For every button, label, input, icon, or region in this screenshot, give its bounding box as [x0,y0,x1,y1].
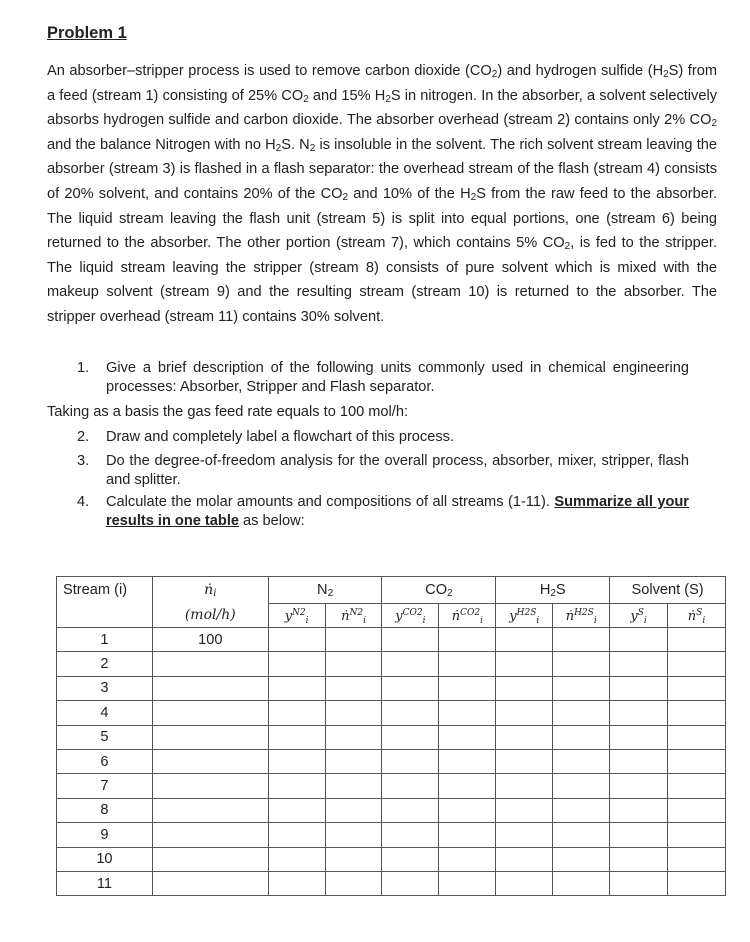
empty-cell [496,652,553,676]
empty-cell [268,774,325,798]
table-body [57,628,726,896]
empty-cell [610,628,668,652]
empty-cell [382,749,439,773]
empty-cell [553,652,610,676]
empty-cell [610,774,668,798]
empty-cell [610,652,668,676]
empty-cell [439,749,496,773]
empty-cell [268,628,325,652]
empty-cell [668,871,726,895]
flow-header-unit: (mol/h) [152,604,268,628]
empty-cell [268,847,325,871]
n-h2s-header: ṅ$^{H2S}_i$ [553,604,610,628]
n-solvent-header: ṅ$^S_i$ [668,604,726,628]
empty-cell [610,701,668,725]
empty-cell [325,701,382,725]
empty-cell [496,628,553,652]
empty-cell [268,725,325,749]
empty-cell [382,798,439,822]
table-row [57,701,726,725]
problem-title: Problem 1 [47,24,127,42]
table-row [57,628,726,652]
flow-value [152,676,268,700]
table-row [57,652,726,676]
empty-cell [553,823,610,847]
empty-cell [382,823,439,847]
empty-cell [439,628,496,652]
empty-cell [439,725,496,749]
empty-cell [382,676,439,700]
empty-cell [382,847,439,871]
empty-cell [668,774,726,798]
empty-cell [325,749,382,773]
empty-cell [610,871,668,895]
empty-cell [382,774,439,798]
table-row [57,823,726,847]
stream-number: 11 [57,871,153,895]
stream-header: Stream (i) [57,577,153,628]
empty-cell [553,725,610,749]
empty-cell [439,652,496,676]
empty-cell [325,725,382,749]
empty-cell [496,798,553,822]
empty-cell [325,823,382,847]
table-row [57,676,726,700]
empty-cell [325,798,382,822]
empty-cell [553,749,610,773]
empty-cell [268,823,325,847]
empty-cell [553,847,610,871]
empty-cell [496,823,553,847]
empty-cell [610,676,668,700]
flow-value [152,749,268,773]
empty-cell [382,725,439,749]
empty-cell [553,774,610,798]
empty-cell [439,871,496,895]
empty-cell [382,701,439,725]
empty-cell [610,749,668,773]
empty-cell [439,798,496,822]
table-row [57,798,726,822]
stream-number: 8 [57,798,153,822]
empty-cell [268,701,325,725]
flow-value [152,725,268,749]
empty-cell [668,701,726,725]
empty-cell [553,871,610,895]
flow-value [152,847,268,871]
table-row [57,725,726,749]
empty-cell [610,823,668,847]
empty-cell [668,847,726,871]
co2-header: $CO_2$ [382,577,496,604]
empty-cell [268,676,325,700]
empty-cell [439,701,496,725]
stream-number: 1 [57,628,153,652]
empty-cell [496,871,553,895]
empty-cell [325,676,382,700]
empty-cell [496,749,553,773]
table-row [57,749,726,773]
stream-number: 6 [57,749,153,773]
stream-number: 2 [57,652,153,676]
empty-cell [268,652,325,676]
flow-value [152,798,268,822]
flow-value [152,774,268,798]
empty-cell [553,701,610,725]
empty-cell [325,652,382,676]
empty-cell [496,774,553,798]
empty-cell [325,774,382,798]
empty-cell [496,725,553,749]
n-co2-header: ṅ$^{CO2}_i$ [439,604,496,628]
stream-number: 3 [57,676,153,700]
flow-value [152,652,268,676]
flow-value [152,701,268,725]
table-row [57,871,726,895]
basis-statement: Taking as a basis the gas feed rate equals to 100 mol/h: [47,404,409,420]
empty-cell [553,798,610,822]
y-h2s-header: $y^{H2S}_i$ [496,604,553,628]
table-row [57,847,726,871]
empty-cell [439,676,496,700]
h2s-header: $H_2S$ [496,577,610,604]
empty-cell [610,798,668,822]
empty-cell [268,871,325,895]
empty-cell [325,847,382,871]
y-solvent-header: $y^S_i$ [610,604,668,628]
stream-number: 9 [57,823,153,847]
flow-value [152,823,268,847]
flow-value [152,871,268,895]
empty-cell [439,774,496,798]
empty-cell [668,676,726,700]
stream-number: 5 [57,725,153,749]
empty-cell [496,847,553,871]
n-n2-header: ṅ$^{N2}_i$ [325,604,382,628]
empty-cell [382,628,439,652]
empty-cell [496,676,553,700]
y-n2-header: $y^{N2}_i$ [268,604,325,628]
empty-cell [439,847,496,871]
empty-cell [668,798,726,822]
y-co2-header: $y^{CO2}_i$ [382,604,439,628]
empty-cell [496,701,553,725]
flow-value: 100 [152,628,268,652]
stream-number: 7 [57,774,153,798]
empty-cell [268,749,325,773]
empty-cell [610,725,668,749]
empty-cell [668,628,726,652]
empty-cell [668,725,726,749]
problem-statement: An absorber–stripper process is used to remove carbon dioxide $(CO_2)$ and hydrogen sulfide $(H_2S)$ from a feed (stream 1) consisting of 25% $CO_2$ and 15% $H_2S$ in nitrogen. In the absorber, a solvent selectively absorbs hydrogen sulfide and carbon dioxide. The absorber overhead (stream 2) contains only 2% $CO_2$ and the balance Nitrogen with no $H_2S$. $N_2$ is insoluble in the solvent. The rich solvent stream leaving the absorber (stream 3) is flashed in a flash separator: the overhead stream of the flash (stream 4) consists of 20% solvent, and contains 20% of the $CO_2$ and 10% of the $H_2S$ from the raw feed to the absorber. The liquid stream leaving the flash unit (stream 5) is split into equal portions, one (stream 6) being returned to the absorber. The other portion (stream 7), which contains 5% $CO_2$, is fed to the stripper. The liquid stream leaving the stripper (stream 8) consists of pure solvent which is mixed with the makeup solvent (stream 9) and the resulting stream (stream 10) is returned to the absorber. The stripper overhead (stream 11) contains 30% solvent. [47,63,717,325]
flow-header-symbol: ṅ$_i$ [152,577,268,604]
empty-cell [668,823,726,847]
empty-cell [610,847,668,871]
empty-cell [553,628,610,652]
empty-cell [268,798,325,822]
empty-cell [382,652,439,676]
empty-cell [325,628,382,652]
stream-number: 10 [57,847,153,871]
empty-cell [553,676,610,700]
empty-cell [668,652,726,676]
table-row [57,774,726,798]
empty-cell [668,749,726,773]
stream-number: 4 [57,701,153,725]
empty-cell [439,823,496,847]
empty-cell [325,871,382,895]
solvent-header: Solvent (S) [610,577,726,604]
n2-header: $N_2$ [268,577,382,604]
results-table [56,576,726,896]
empty-cell [382,871,439,895]
